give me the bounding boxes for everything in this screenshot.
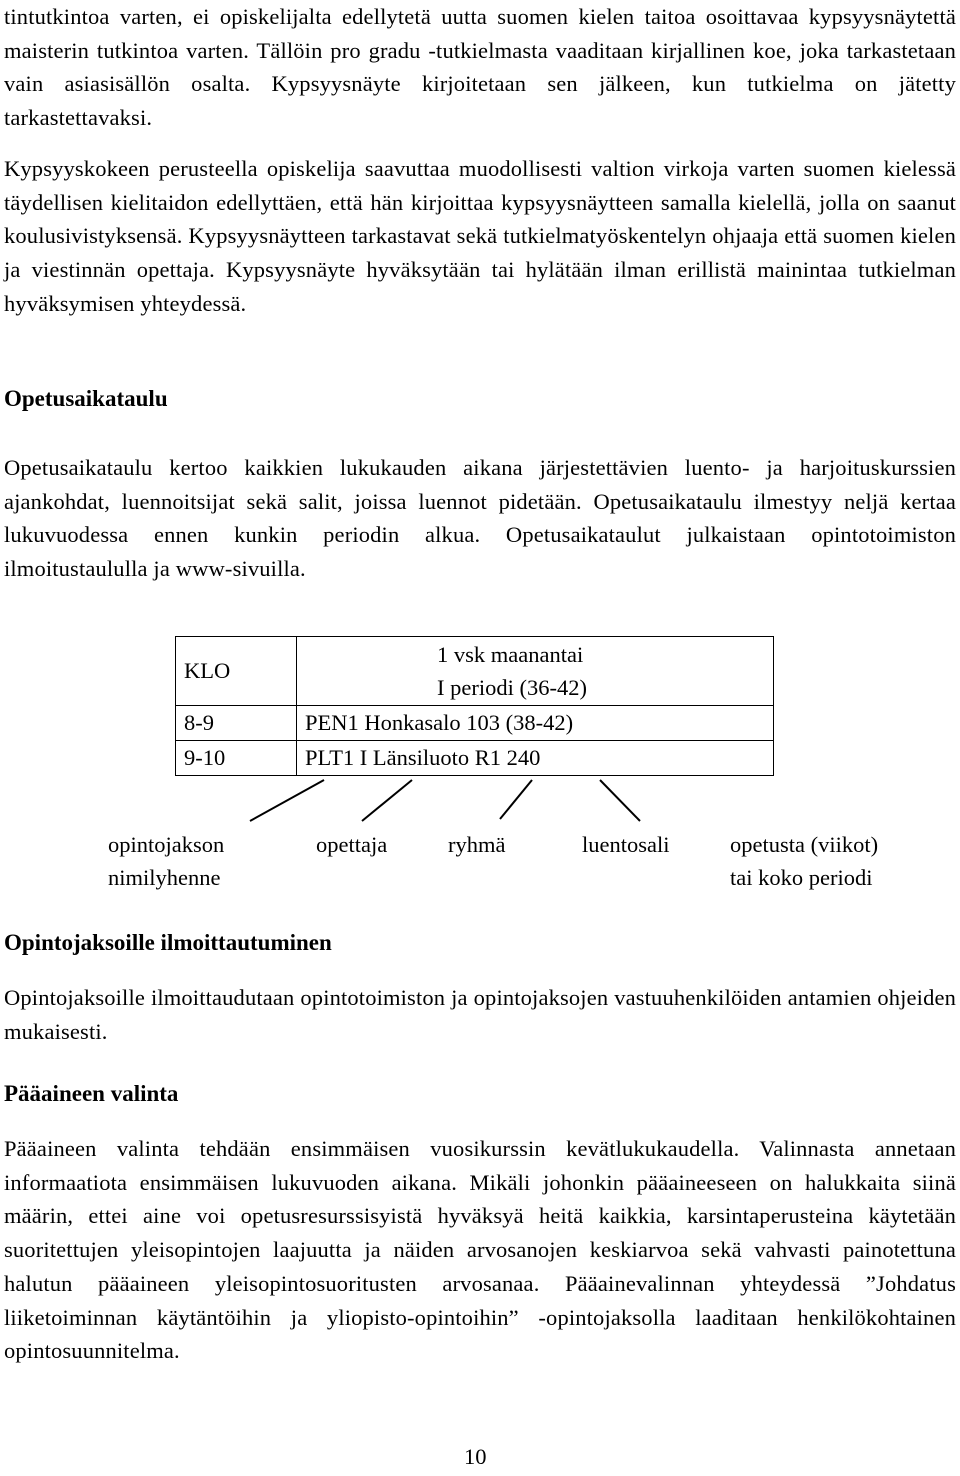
schedule-klo-cell [176,637,297,706]
legend-lecture-hall: luentosali [582,832,670,857]
schedule-time-cell: 8-9 [176,706,297,741]
schedule-entry-cell: PLT1 I Länsiluoto R1 240 [297,741,774,776]
legend-course-line2: nimilyhenne [108,865,221,890]
legend-teacher: opettaja [316,832,388,857]
paragraph-maturity-exam-exemption: tintutkintoa varten, ei opiskelijalta edellytetä uutta suomen kielen taitoa osoittavaa kypsyysnäytettä maisterin tutkintoa varten. Tällöin pro gradu -tutkielmasta vaaditaan kirjallinen koe, joka tarkastetaan vain asiasisällön osalta. Kypsyysnäyte kirjoitetaan sen jälkeen, kun tutkielma on jätetty tarkastettavaksi. [4,4,956,131]
pointer-line-teacher [362,780,412,821]
heading-ilmoittautuminen: Opintojaksoille ilmoittautuminen [4,930,332,955]
schedule-klo-label: KLO [184,658,231,683]
schedule-header-row [176,637,774,706]
legend-weeks [730,828,878,894]
legend-course-code [108,828,224,894]
schedule-header-line1: 1 vsk maanantai [437,642,584,667]
heading-opetusaikataulu: Opetusaikataulu [4,386,168,411]
paragraph-registration: Opintojaksoille ilmoittaudutaan opintotoimiston ja opintojaksojen vastuuhenkilöiden antamien ohjeiden mukaisesti. [4,985,956,1044]
table-row [176,706,774,741]
legend-weeks-line1: opetusta (viikot) [730,832,879,857]
paragraph-language-proficiency: Kypsyyskokeen perusteella opiskelija saavuttaa muodollisesti valtion virkoja varten suomen kielessä täydellisen kielitaidon edellyttäen, että hän kirjoittaa kypsyysnäytteen samalla kielellä, jolla on saanut koulusivistyksensä. Kypsyysnäytteen tarkastavat sekä tutkielmatyöskentelyn ohjaaja että suomen kielen ja viestinnän opettaja. Kypsyysnäyte hyväksytään tai hylätään ilman erillistä mainintaa tutkielman hyväksymisen yhteydessä. [4,156,956,316]
pointer-line-hall [600,780,640,821]
schedule-header-cell [297,637,774,706]
schedule-entry-cell: PEN1 Honkasalo 103 (38-42) [297,706,774,741]
schedule-time-cell: 9-10 [176,741,297,776]
legend-group: ryhmä [448,832,506,857]
paragraph-timetable: Opetusaikataulu kertoo kaikkien lukukauden aikana järjestettävien luento- ja harjoituskurssien ajankohdat, luennoitsijat sekä salit, joissa luennot pidetään. Opetusaikataulu ilmestyy neljä kertaa lukuvuodessa ennen kunkin periodin alkua. Opetusaikataulut julkaistaan opintotoimiston ilmoitustaululla ja www-sivuilla. [4,455,956,582]
pointer-line-group [500,780,532,819]
legend-weeks-line2: tai koko periodi [730,865,873,890]
legend-course-line1: opintojakson [108,832,225,857]
schedule-example-table [175,636,774,776]
schedule-pointer-lines [4,770,960,830]
paragraph-major-selection: Pääaineen valinta tehdään ensimmäisen vuosikurssin kevätlukukaudella. Valinnasta annetaan informaatiota ensimmäisen lukuvuoden aikana. Mikäli johonkin pääaineeseen on halukkaita siinä määrin, ettei aine voi opetusresurssisyistä hyväksyä heitä kaikkia, karsintaperusteina käytetään suoritettujen yleisopintojen laajuutta ja näiden arvosanojen keskiarvoa sekä vahvasti painotettuna halutun pääaineen yleisopintosuoritusten arvosanaa. Pääainevalinnan yhteydessä ”Johdatus liiketoiminnan käytäntöihin ja yliopisto-opintoihin” -opintojaksolla laaditaan henkilökohtainen opintosuunnitelma. [4,1136,956,1364]
pointer-line-course [250,780,324,821]
schedule-header-line2: I periodi (36-42) [437,675,587,700]
heading-paaaineen-valinta: Pääaineen valinta [4,1081,179,1106]
page-number: 10 [464,1444,487,1469]
